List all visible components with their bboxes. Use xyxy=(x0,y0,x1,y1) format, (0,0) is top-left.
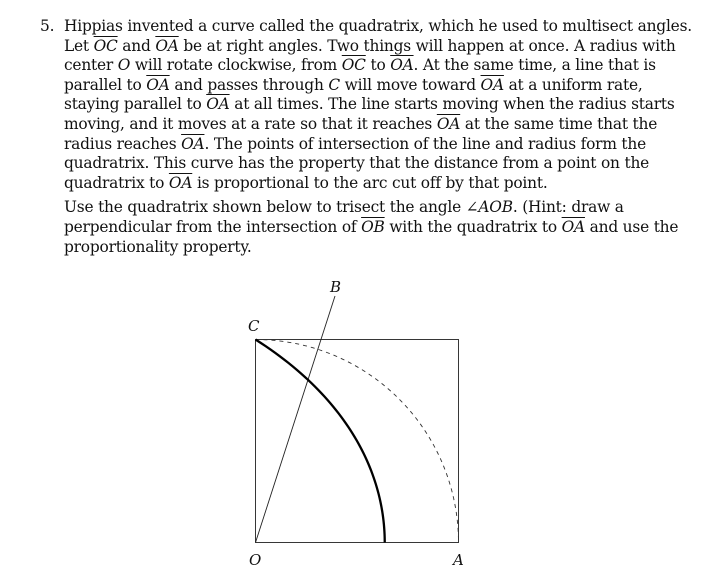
text-line xyxy=(64,115,680,135)
text-run: quadratrix to xyxy=(64,173,169,192)
text-run: Hippias invented a curve called the quadratrix, which he used to multisect angles. xyxy=(64,17,692,35)
math-var-o: O xyxy=(117,56,131,75)
text-run: Use the quadratrix shown below to trisect the angle ∠ xyxy=(64,198,479,217)
ray-ob xyxy=(256,296,336,543)
segment-oa: $\overline{OA}$ xyxy=(561,217,585,236)
text-run: with the quadratrix to xyxy=(384,217,562,236)
math-var-c: C xyxy=(328,75,340,94)
text-run: is proportional to the arc cut off by that point. xyxy=(192,173,548,192)
text-run: and xyxy=(117,36,156,55)
problem-text xyxy=(40,17,692,257)
segment-oc: $\overline{OC}$ xyxy=(341,56,366,75)
segment-oa: $\overline{OA}$ xyxy=(480,75,504,94)
label-c: C xyxy=(248,317,260,335)
text-line xyxy=(64,154,680,174)
text-run: Let xyxy=(64,36,94,55)
segment-oa: $\overline{OA}$ xyxy=(206,95,230,114)
text-run: at a uniform rate, xyxy=(503,75,643,94)
text-run: will move toward xyxy=(339,75,481,94)
text-line xyxy=(64,238,680,258)
segment-oa: $\overline{OA}$ xyxy=(390,56,414,75)
segment-oa: $\overline{OA}$ xyxy=(146,75,170,94)
text-run: . (Hint: draw a xyxy=(512,198,624,217)
segment-oa: $\overline{OA}$ xyxy=(155,36,179,55)
text-line xyxy=(64,37,680,57)
text-run: and use the xyxy=(584,217,679,236)
text-line xyxy=(40,17,692,37)
text-run: proportionality property. xyxy=(64,237,252,256)
text-run: parallel to xyxy=(64,75,147,94)
text-line xyxy=(64,174,680,194)
quadratrix-diagram xyxy=(235,275,485,575)
text-run: be at right angles. Two things will happen at once. A radius with xyxy=(178,36,676,55)
quadratrix-curve xyxy=(256,340,385,543)
math-var-aob: AOB xyxy=(478,198,513,217)
text-line xyxy=(64,56,680,76)
text-line xyxy=(64,135,680,155)
problem-paragraph-description xyxy=(40,17,692,193)
text-run: at all times. The line starts moving when the radius starts xyxy=(229,95,675,114)
text-line xyxy=(64,218,680,238)
label-a: A xyxy=(453,551,464,569)
text-run: at the same time that the xyxy=(460,114,658,133)
text-run: quadratrix. This curve has the property that the distance from a point on the xyxy=(64,154,650,173)
text-run: will rotate clockwise, from xyxy=(130,56,342,75)
text-line xyxy=(64,198,680,218)
text-run: moving, and it moves at a rate so that it reaches xyxy=(64,114,437,133)
text-run: to xyxy=(365,56,391,75)
text-line xyxy=(64,76,680,96)
text-run: . At the same time, a line that is xyxy=(413,56,656,75)
segment-ob: $\overline{OB}$ xyxy=(361,217,385,236)
text-run: perpendicular from the intersection of xyxy=(64,217,362,236)
problem-number: 5. xyxy=(40,17,55,35)
text-run: . The points of intersection of the line and radius form the xyxy=(204,134,647,153)
text-run: center xyxy=(64,56,118,75)
segment-oc: $\overline{OC}$ xyxy=(93,36,118,55)
label-o: O xyxy=(249,551,262,569)
text-run: staying parallel to xyxy=(64,95,207,114)
segment-oa: $\overline{OA}$ xyxy=(168,173,193,192)
text-line xyxy=(64,95,680,115)
text-run: radius reaches xyxy=(64,134,182,153)
segment-oa: $\overline{OA}$ xyxy=(436,114,461,133)
problem-paragraph-task xyxy=(40,198,680,257)
text-run: and passes through xyxy=(169,75,329,94)
label-b: B xyxy=(330,278,342,296)
segment-oa: $\overline{OA}$ xyxy=(181,134,205,153)
quadratrix-figure xyxy=(235,275,485,575)
